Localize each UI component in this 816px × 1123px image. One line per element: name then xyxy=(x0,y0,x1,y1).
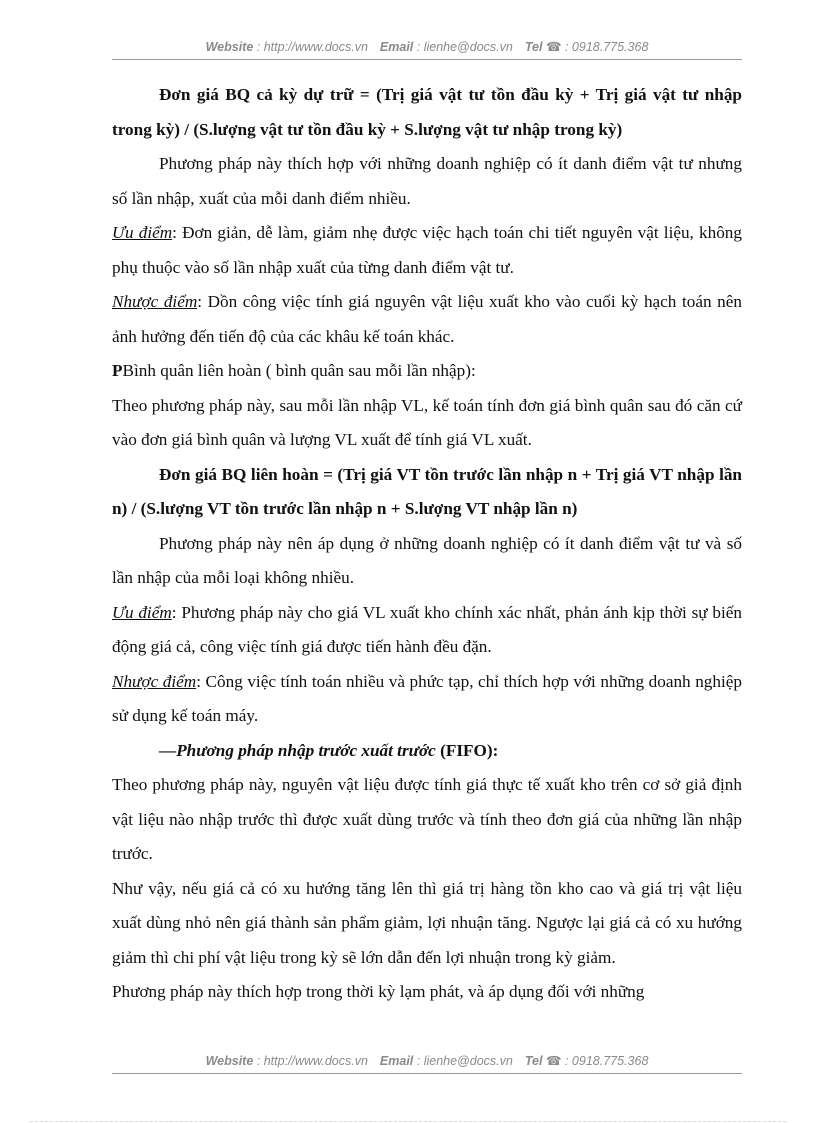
advantages-2 xyxy=(112,596,742,665)
paragraph-fifo-effect: Như vậy, nếu giá cả có xu hướng tăng lên thì giá trị hàng tồn kho cao và giá trị vật liệu xuất dùng nhỏ nên giá thành sản phẩm giảm, lợi nhuận tăng. Ngược lại giá cả có xu hướng giảm thì chi phí vật liệu trong kỳ sẽ lớn dẫn đến lợi nhuận trong kỳ giảm. xyxy=(112,878,742,967)
document-body xyxy=(112,78,742,1010)
footer-tel-label: Tel xyxy=(524,1054,543,1068)
footer-website-label: Website xyxy=(205,1054,254,1068)
phone-icon: ☎ xyxy=(545,1054,562,1068)
footer-tel-value: : 0918.775.368 xyxy=(561,1054,649,1068)
paragraph-applicability-2: Phương pháp này nên áp dụng ở những doanh nghiệp có ít danh điểm vật tư và số lần nhập của mỗi loại không nhiều. xyxy=(112,533,742,587)
advantages-text: : Phương pháp này cho giá VL xuất kho chính xác nhất, phản ánh kịp thời sự biến động giá cả, công việc tính giá được tiến hành đều đặn. xyxy=(112,602,742,656)
fifo-suffix: (FIFO): xyxy=(435,740,499,760)
subheading-text: Bình quân liên hoàn ( bình quân sau mỗi lần nhập): xyxy=(122,361,476,380)
bullet-mark: P xyxy=(112,361,123,380)
paragraph-fifo-definition: Theo phương pháp này, nguyên vật liệu được tính giá thực tế xuất kho trên cơ sở giả định vật liệu nào nhập trước thì được xuất dùng trước và tính theo đơn giá của những lần nhập trước. xyxy=(112,775,742,863)
header-tel-value: : 0918.775.368 xyxy=(561,40,649,54)
advantages-label: Ưu điểm xyxy=(112,223,173,242)
footer-website-link[interactable]: : http://www.docs.vn xyxy=(253,1054,368,1068)
formula-moving-average: Đơn giá BQ liên hoàn = (Trị giá VT tồn trước lần nhập n + Trị giá VT nhập lần n) / (S.lượng VT tồn trước lần nhập n + S.lượng VT nhập lần n) xyxy=(112,464,742,518)
header-email-link[interactable]: : lienhe@docs.vn xyxy=(413,40,513,54)
disadvantages-text: : Công việc tính toán nhiều và phức tạp, chỉ thích hợp với những doanh nghiệp sử dụng kế toán máy. xyxy=(112,671,742,725)
header-divider xyxy=(112,59,742,60)
footer-email-link[interactable]: : lienhe@docs.vn xyxy=(413,1054,513,1068)
page-break-line xyxy=(30,1121,786,1122)
subheading-moving-average xyxy=(112,354,742,389)
fifo-title: —Phương pháp nhập trước xuất trước xyxy=(159,740,436,760)
paragraph-fifo-applicability: Phương pháp này thích hợp trong thời kỳ lạm phát, và áp dụng đối với những xyxy=(112,982,645,1001)
disadvantages-text: : Dồn công việc tính giá nguyên vật liệu xuất kho vào cuối kỳ hạch toán nên ảnh hưởng đến tiến độ của các khâu kế toán khác. xyxy=(112,292,742,346)
disadvantages-label: Nhược điểm xyxy=(112,292,198,311)
advantages-label: Ưu điểm xyxy=(112,602,172,622)
footer-email-label: Email xyxy=(379,1054,414,1068)
formula-average-period: Đơn giá BQ cả kỳ dự trữ = (Trị giá vật tư tồn đầu kỳ + Trị giá vật tư nhập trong kỳ) / (S.lượng vật tư tồn đầu kỳ + S.lượng vật tư nhập trong kỳ) xyxy=(112,85,742,139)
page-footer xyxy=(112,1053,742,1068)
disadvantages-1 xyxy=(112,285,742,354)
phone-icon: ☎ xyxy=(545,40,562,54)
advantages-1 xyxy=(112,216,742,285)
paragraph-moving-average: Theo phương pháp này, sau mỗi lần nhập VL, kế toán tính đơn giá bình quân sau đó căn cứ vào đơn giá bình quân và lượng VL xuất để tính giá VL xuất. xyxy=(112,395,742,449)
paragraph-applicability-1: Phương pháp này thích hợp với những doanh nghiệp có ít danh điểm vật tư nhưng số lần nhập, xuất của mỗi danh điểm nhiều. xyxy=(112,154,742,208)
header-email-label: Email xyxy=(379,40,414,54)
header-website-label: Website xyxy=(205,40,254,54)
advantages-text: : Đơn giản, dễ làm, giảm nhẹ được việc hạch toán chi tiết nguyên vật liệu, không phụ thuộc vào số lần nhập xuất của từng danh điểm vật tư. xyxy=(112,223,742,277)
page-header xyxy=(112,39,742,54)
header-website-link[interactable]: : http://www.docs.vn xyxy=(253,40,368,54)
heading-fifo xyxy=(112,734,742,769)
header-tel-label: Tel xyxy=(524,40,543,54)
disadvantages-2 xyxy=(112,665,742,734)
disadvantages-label: Nhược điểm xyxy=(112,671,197,691)
footer-divider xyxy=(112,1073,742,1074)
